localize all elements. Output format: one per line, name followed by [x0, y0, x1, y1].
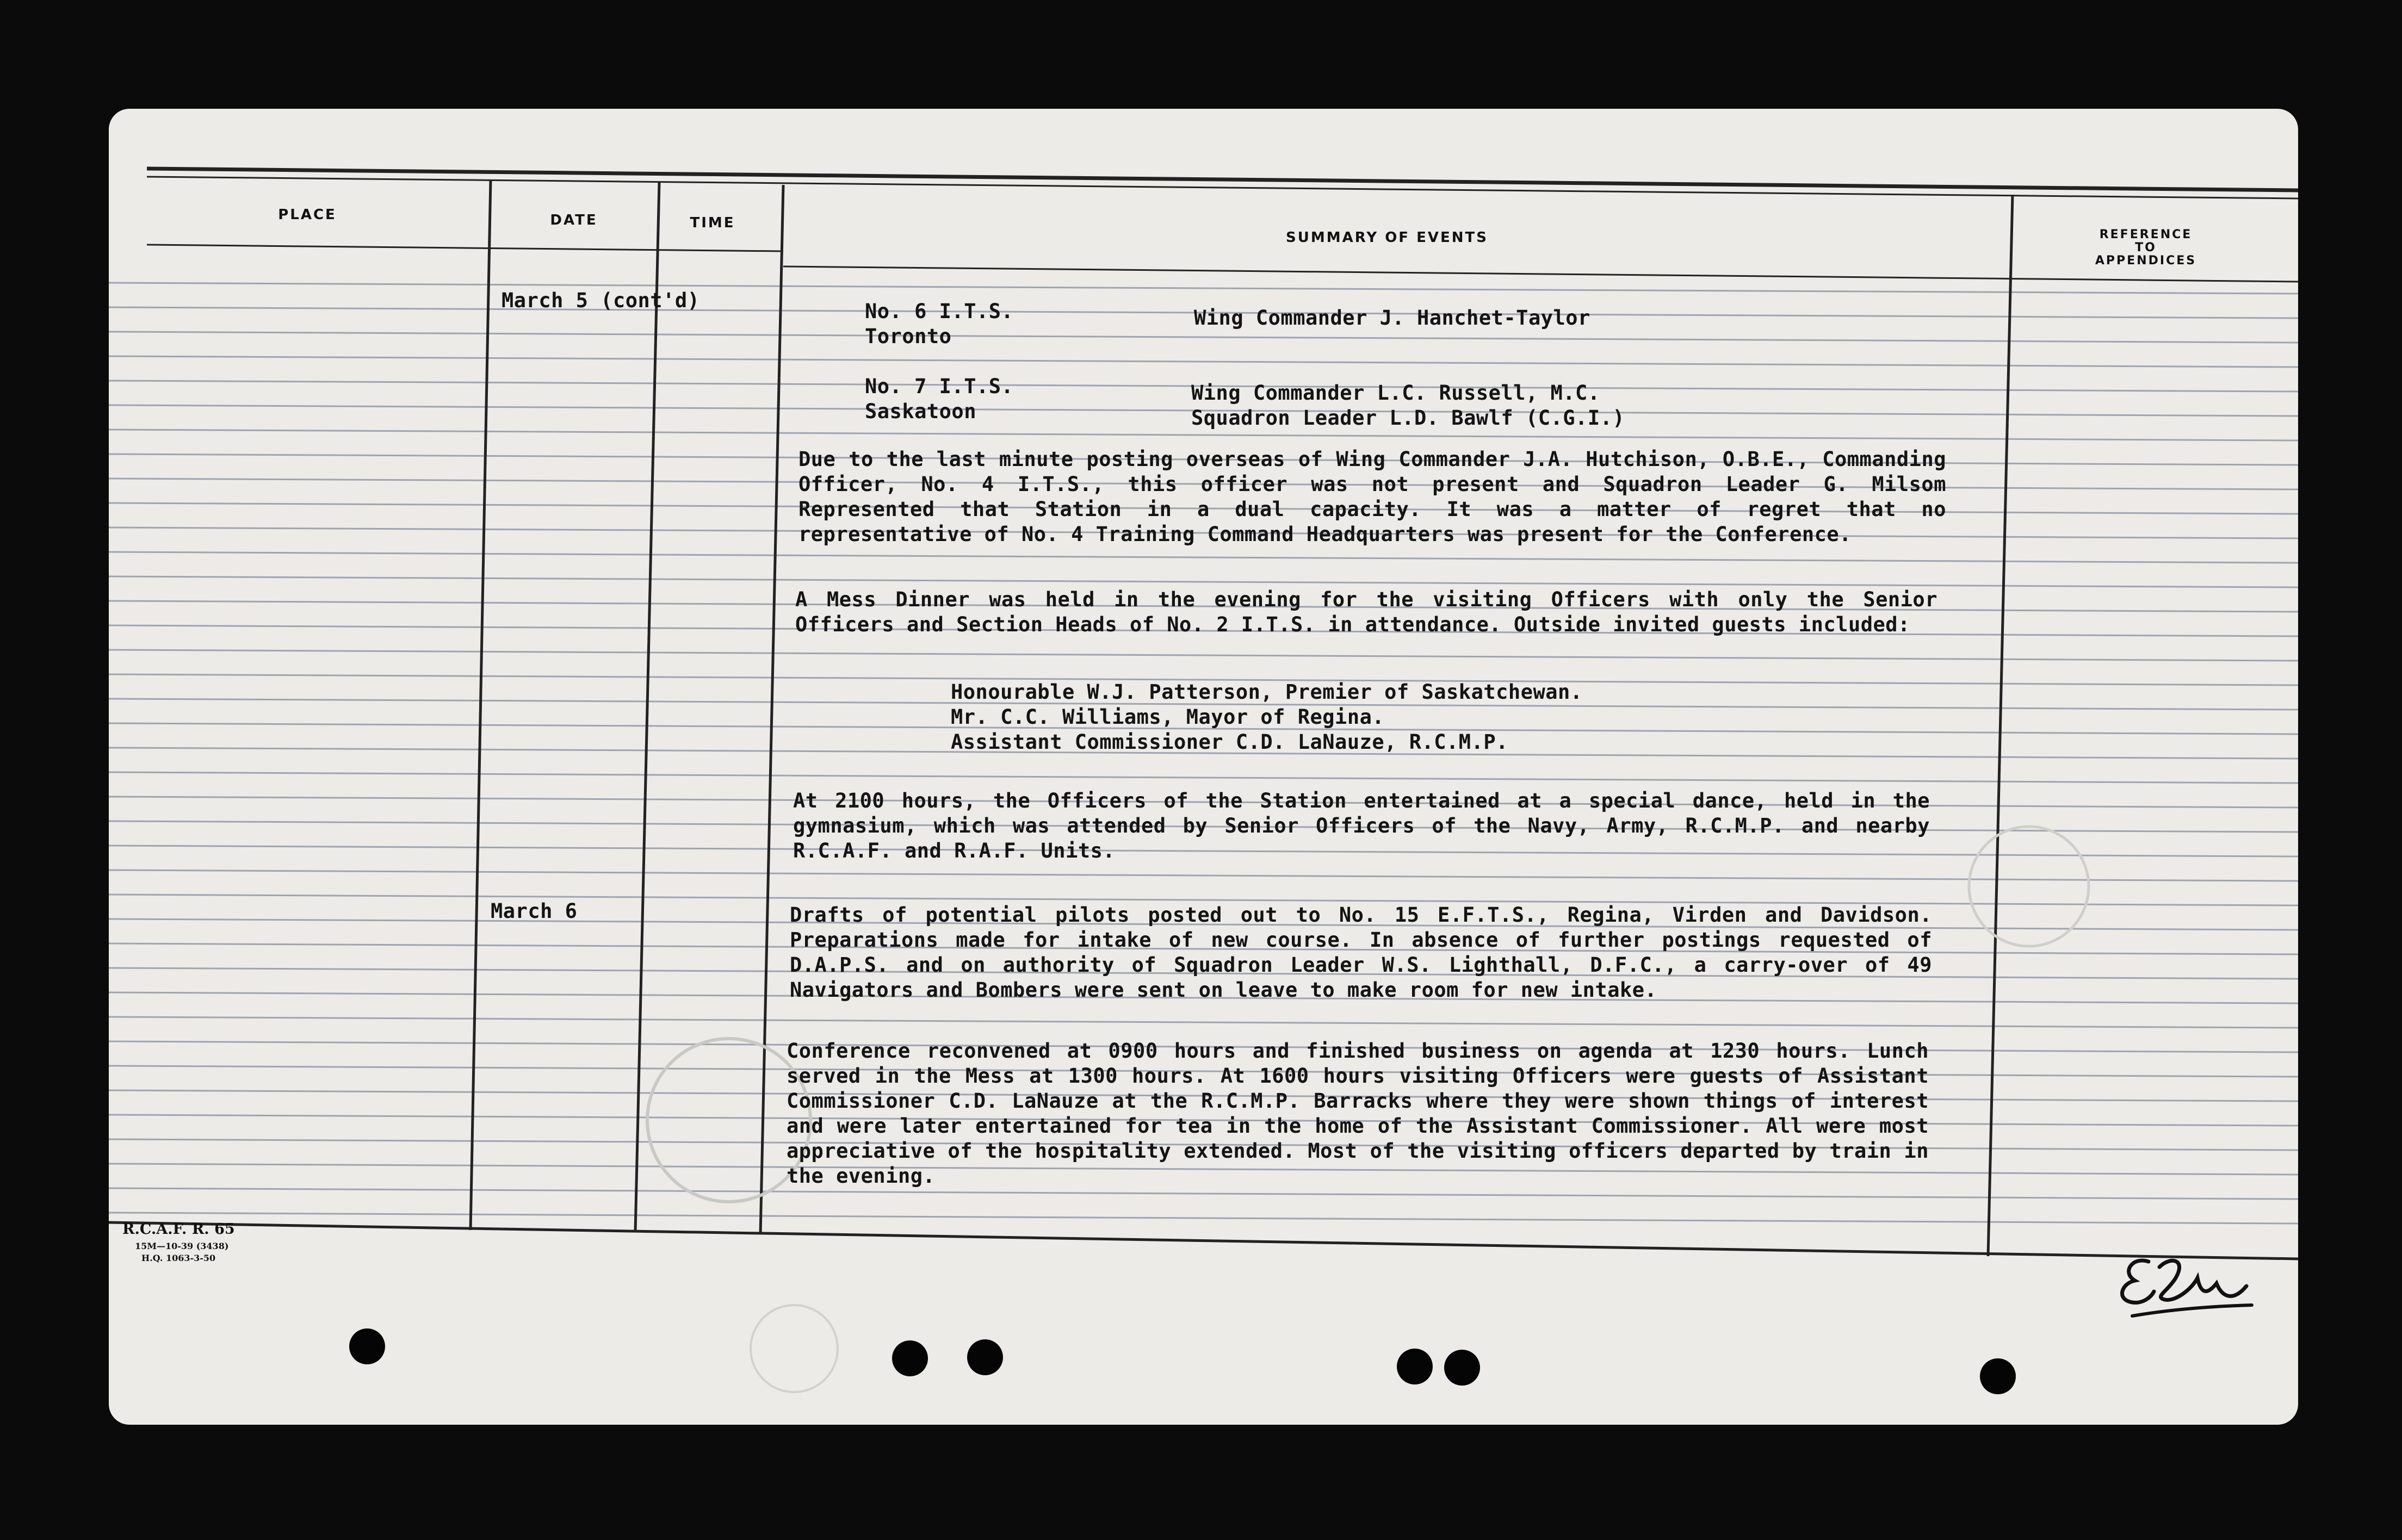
- station-name: No. 7 I.T.S.: [865, 375, 1014, 398]
- ruled-line: [109, 356, 2298, 367]
- ruled-line: [109, 283, 2298, 294]
- ruled-line: [109, 430, 2298, 440]
- ruled-line: [109, 1213, 2298, 1224]
- column-header-place: PLACE: [278, 207, 337, 223]
- binder-hole: [967, 1339, 1003, 1375]
- guest-list-item: Honourable W.J. Patterson, Premier of Saskatchewan.: [951, 680, 1583, 704]
- summary-paragraph: A Mess Dinner was held in the evening for the visiting Officers with only the Senior Officers and Section Heads of No. 2 I.T.S. in attendance. Outside invited guests included:: [795, 588, 1937, 636]
- handwritten-initials: [2110, 1245, 2263, 1338]
- summary-paragraph: At 2100 hours, the Officers of the Station entertained at a special dance, held in the gymnasium, which was attended by Senior Officers of the Navy, Army, R.C.M.P. and nearby R.C.A.F. and R.A.F. Units.: [793, 789, 1930, 862]
- summary-paragraph: Conference reconvened at 0900 hours and finished business on agenda at 1230 hours. Lunch served in the Mess at 1300 hours. At 1600 hours visiting Officers were guests of Assistant Commissioner C.D. LaNauze at the R.C.M.P. Barracks where they were shown things of interest and were later entertained for tea in the home of the Assistant Commissioner. All were most appreciative of the hospitality extended. Most of the visiting officers departed by train in the evening.: [787, 1039, 1929, 1188]
- station-officer: Wing Commander J. Hanchet-Taylor: [1194, 306, 1590, 330]
- guest-list-item: Assistant Commissioner C.D. LaNauze, R.C.M.P.: [951, 730, 1508, 754]
- station-city: Toronto: [865, 325, 952, 348]
- station-city: Saskatoon: [865, 400, 976, 423]
- binder-hole: [1980, 1358, 2016, 1394]
- column-header-summary: SUMMARY OF EVENTS: [1286, 229, 1488, 246]
- column-header-reference: REFERENCE TO APPENDICES: [2095, 228, 2197, 268]
- binder-hole: [1397, 1349, 1433, 1384]
- column-header-date: DATE: [550, 212, 598, 228]
- summary-paragraph: Due to the last minute posting overseas of Wing Commander J.A. Hutchison, O.B.E., Commanding Officer, No. 4 I.T.S., this officer was not present and Squadron Leader G. Milsom Represented that Station in a dual capacity. It was a matter of regret that no representative of No. 4 Training Command Headquarters was present for the Conference.: [798, 448, 1946, 546]
- ruled-line: [109, 332, 2298, 343]
- binder-hole: [892, 1340, 928, 1376]
- ruled-line: [109, 1017, 2298, 1028]
- entry-date: March 6: [491, 899, 578, 923]
- form-print-info: H.Q. 1063-3-50: [141, 1253, 216, 1263]
- station-officer: Squadron Leader L.D. Bawlf (C.G.I.): [1191, 406, 1625, 430]
- form-card: [109, 109, 2298, 1425]
- ruled-line: [109, 772, 2298, 783]
- station-name: No. 6 I.T.S.: [865, 300, 1014, 323]
- binder-hole: [1444, 1350, 1480, 1386]
- ruled-line: [109, 650, 2298, 661]
- ruled-line: [109, 576, 2298, 587]
- summary-paragraph: Drafts of potential pilots posted out to No. 15 E.F.T.S., Regina, Virden and Davidson. Preparations made for intake of new course. In absence of further postings requested of D.A.P.S. and on authority of Squadron Leader W.S. Lighthall, D.F.C., a carry-over of 49 Navigators and Bombers were sent on leave to make room for new intake.: [790, 903, 1932, 1002]
- ruled-line: [109, 1188, 2298, 1199]
- column-header-time: TIME: [690, 215, 735, 231]
- form-print-info: 15M—10-39 (3438): [135, 1241, 229, 1251]
- form-number: R.C.A.F. R. 65: [122, 1221, 235, 1238]
- binder-hole: [349, 1328, 385, 1364]
- ruled-line: [109, 552, 2298, 563]
- entry-date: March 5 (cont'd): [502, 289, 700, 312]
- station-officer: Wing Commander L.C. Russell, M.C.: [1191, 381, 1600, 405]
- guest-list-item: Mr. C.C. Williams, Mayor of Regina.: [951, 705, 1385, 729]
